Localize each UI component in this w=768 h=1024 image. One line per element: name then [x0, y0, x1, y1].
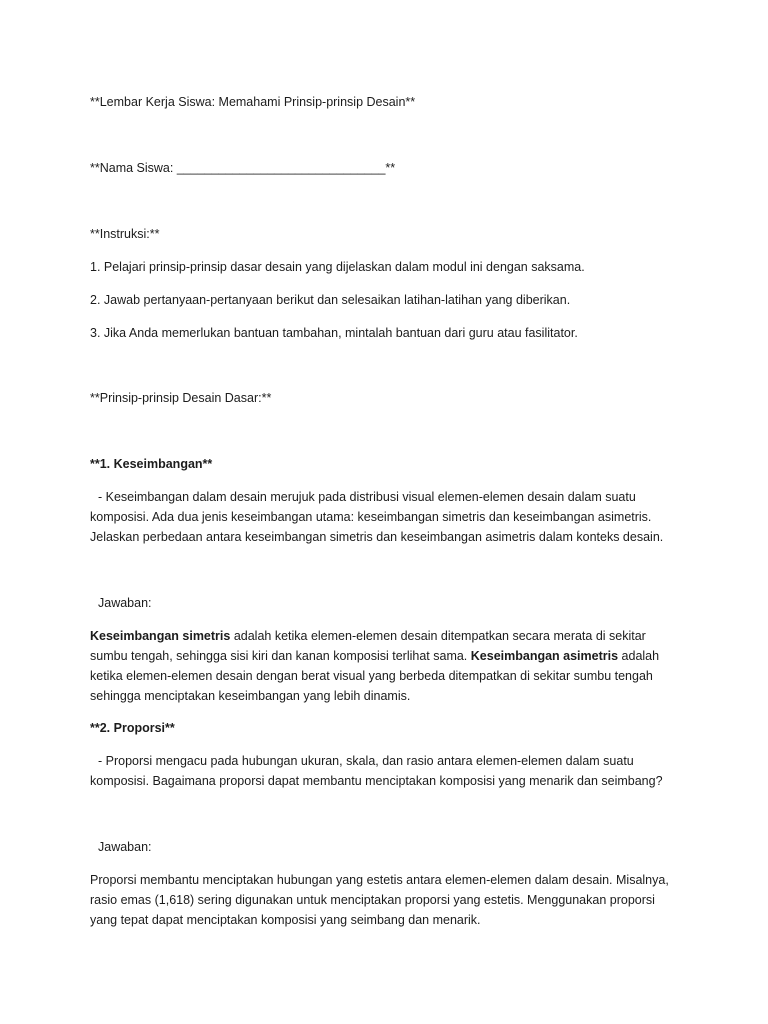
question-line: komposisi. Ada dua jenis keseimbangan utama: keseimbangan simetris dan keseimbangan asimetris.: [90, 510, 652, 524]
principles-heading: **Prinsip-prinsip Desain Dasar:**: [90, 391, 272, 405]
answer-text: adalah ketika elemen-elemen desain dengan berat visual yang berbeda ditempatkan di sekitar sumbu tengah sehingga menciptakan keseimbangan yang lebih dinamis.: [90, 649, 660, 703]
section-heading-keseimbangan: **1. Keseimbangan**: [90, 457, 213, 471]
question-line: - Proporsi mengacu pada hubungan ukuran, skala, dan rasio antara elemen-elemen dalam suatu: [98, 754, 634, 768]
instruction-item: 1. Pelajari prinsip-prinsip dasar desain yang dijelaskan dalam modul ini dengan saksama.: [90, 260, 585, 274]
instructions-heading: **Instruksi:**: [90, 227, 160, 241]
answer-line: rasio emas (1,618) sering digunakan untuk menciptakan proporsi yang estetis. Menggunakan proporsi: [90, 893, 655, 907]
instruction-item: 2. Jawab pertanyaan-pertanyaan berikut dan selesaikan latihan-latihan yang diberikan.: [90, 293, 571, 307]
answer-line: yang tepat dapat menciptakan komposisi yang seimbang dan menarik.: [90, 913, 481, 927]
answer-line: Proporsi membantu menciptakan hubungan yang estetis antara elemen-elemen dalam desain. Misalnya,: [90, 873, 669, 887]
worksheet-title: **Lembar Kerja Siswa: Memahami Prinsip-prinsip Desain**: [90, 95, 416, 109]
answer-label: Jawaban:: [98, 596, 152, 610]
question-line: - Keseimbangan dalam desain merujuk pada distribusi visual elemen-elemen desain dalam suatu: [98, 490, 636, 504]
section-heading-proporsi: **2. Proporsi**: [90, 721, 175, 735]
answer-paragraph: [90, 626, 670, 706]
student-name-field: **Nama Siswa: ______________________________**: [90, 161, 396, 175]
answer-text: adalah ketika elemen-elemen desain ditempatkan secara merata di sekitar sumbu tengah, sehingga sisi kiri dan kanan komposisi terlihat sama.: [90, 629, 646, 663]
question-line: komposisi. Bagaimana proporsi dapat membantu menciptakan komposisi yang menarik dan seimbang?: [90, 774, 663, 788]
answer-term: Keseimbangan simetris: [90, 629, 231, 643]
instruction-item: 3. Jika Anda memerlukan bantuan tambahan, mintalah bantuan dari guru atau fasilitator.: [90, 326, 578, 340]
answer-label: Jawaban:: [98, 840, 152, 854]
answer-term: Keseimbangan asimetris: [470, 649, 619, 663]
question-line: Jelaskan perbedaan antara keseimbangan simetris dan keseimbangan asimetris dalam konteks desain.: [90, 530, 664, 544]
